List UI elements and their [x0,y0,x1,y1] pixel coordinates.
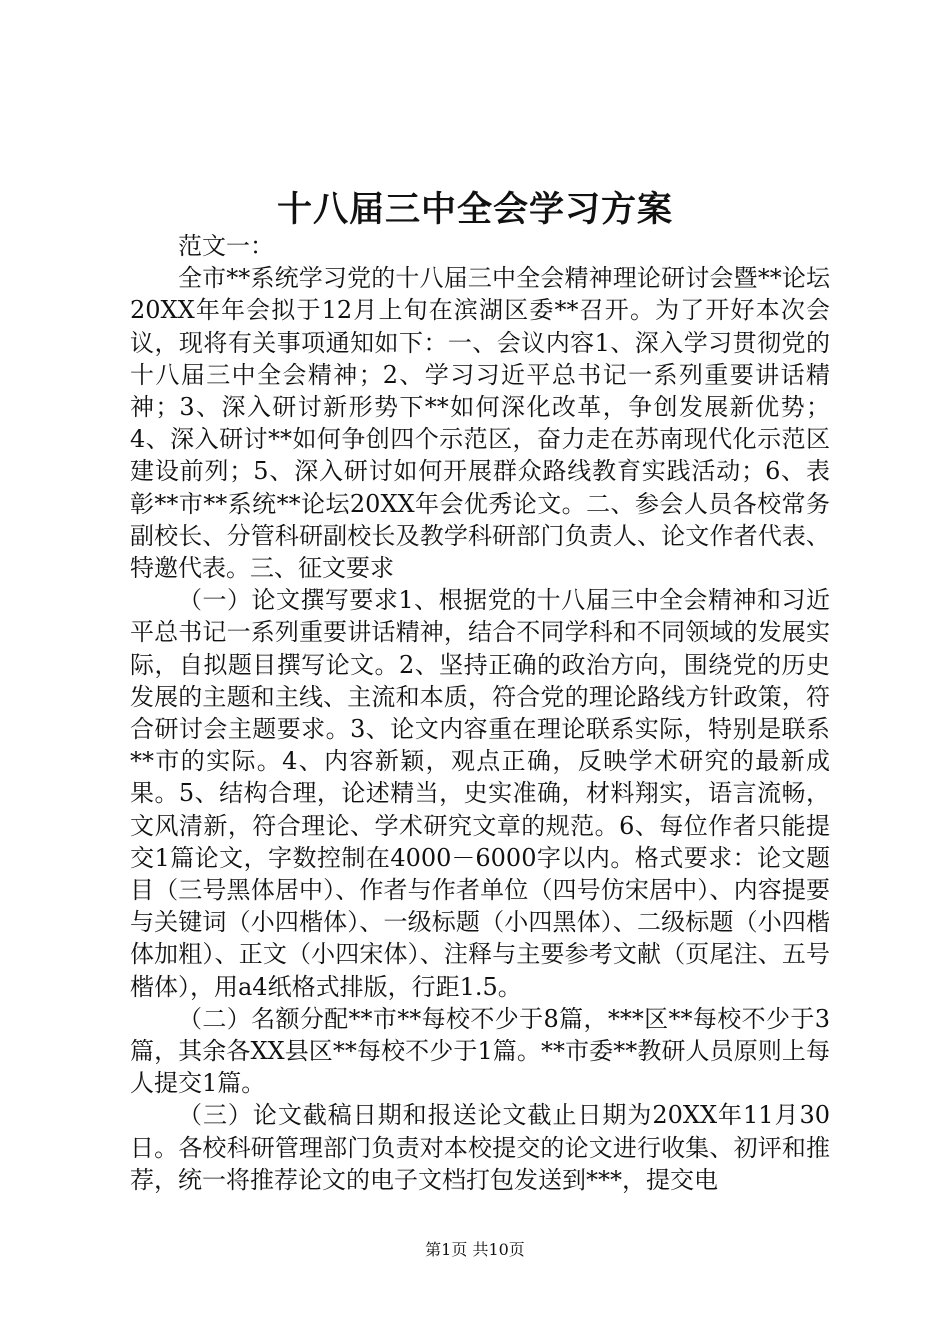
paragraph-deadline: （三）论文截稿日期和报送论文截止日期为20XX年11月30日。各校科研管理部门负责对本校提交的论文进行收集、初评和推荐，统一将推荐论文的电子文档打包发送到***，提交电 [130,1101,830,1194]
document-title: 十八届三中全会学习方案 [276,189,673,230]
document-body [130,230,830,1196]
paragraph-writing-requirements: （一）论文撰写要求1、根据党的十八届三中全会精神和习近平总书记一系列重要讲话精神，结合不同学科和不同领域的发展实际，自拟题目撰写论文。2、坚持正确的政治方向，围绕党的历史发展的主题和主线、主流和本质，符合党的理论路线方针政策，符合研讨会主题要求。3、论文内容重在理论联系实际，特别是联系**市的实际。4、内容新颖，观点正确，反映学术研究的最新成果。5、结构合理，论述精当，史实准确，材料翔实，语言流畅，文风清新，符合理论、学术研究文章的规范。6、每位作者只能提交1篇论文，字数控制在4000－6000字以内。格式要求：论文题目（三号黑体居中）、作者与作者单位（四号仿宋居中）、内容提要与关键词（小四楷体）、一级标题（小四黑体）、二级标题（小四楷体加粗）、正文（小四宋体）、注释与主要参考文献（页尾注、五号楷体），用a4纸格式排版，行距1.5。 [130,586,830,1001]
paragraph-meeting-notice: 全市**系统学习党的十八届三中全会精神理论研讨会暨**论坛20XX年年会拟于12月上旬在滨湖区委**召开。为了开好本次会议，现将有关事项通知如下：一、会议内容1、深入学习贯彻党的十八届三中全会精神；2、学习习近平总书记一系列重要讲话精神；3、深入研讨新形势下**如何深化改革，争创发展新优势；4、深入研讨**如何争创四个示范区，奋力走在苏南现代化示范区建设前列；5、深入研讨如何开展群众路线教育实践活动；6、表彰**市**系统**论坛20XX年会优秀论文。二、参会人员各校常务副校长、分管科研副校长及教学科研部门负责人、论文作者代表、特邀代表。三、征文要求 [130,264,830,583]
page-number-footer: 第1页 共10页 [425,1240,525,1259]
paragraph-intro-label: 范文一： [178,232,274,260]
paragraph-quota-allocation: （二）名额分配**市**每校不少于8篇，***区**每校不少于3篇，其余各XX县区**每校不少于1篇。**市委**教研人员原则上每人提交1篇。 [130,1004,830,1098]
